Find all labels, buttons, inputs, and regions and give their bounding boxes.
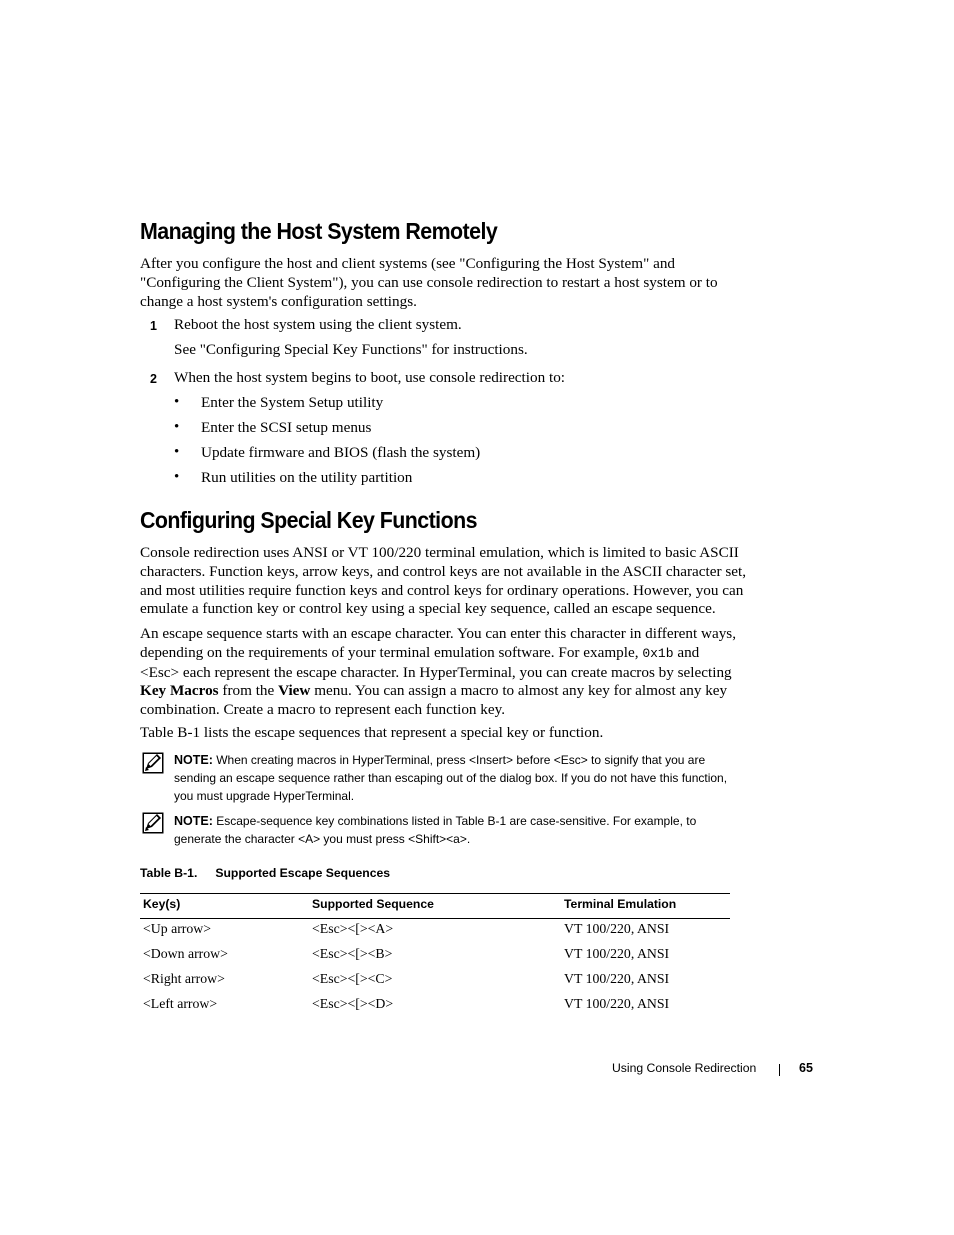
intro-line: "Configuring the Client System"), you can use console redirection to restart a host system or to [140,273,718,291]
table-header-sequence: Supported Sequence [312,897,434,911]
table-cell: VT 100/220, ANSI [564,921,670,936]
step-text: When the host system begins to boot, use console redirection to: [174,369,566,386]
table-cell: <Esc><[><A> [312,921,394,936]
table-cell: <Left arrow> [143,996,218,1011]
step-number: 1 [150,319,157,333]
paragraph-line: An escape sequence starts with an escape character. You can enter this character in different ways, [140,625,736,642]
table-header-emulation: Terminal Emulation [564,897,677,911]
note-box [174,752,764,805]
inline-code: 0x1b [642,645,674,661]
text-run: depending on the requirements of your terminal emulation software. For example, [140,643,643,661]
intro-line: change a host system's configuration settings. [140,292,417,310]
text-run: and [673,643,700,661]
section-heading-managing-host: Managing the Host System Remotely [140,218,498,244]
intro-paragraph [140,255,760,311]
bullet-marker: • [174,444,180,460]
table-caption-title: Supported Escape Sequences [215,866,391,880]
paragraph-line: combination. Create a macro to represent each function key. [140,701,506,719]
table-cell: <Down arrow> [143,946,228,961]
text-run: from the [218,682,279,700]
paragraph-line [140,644,760,664]
footer-chapter-title: Using Console Redirection [612,1061,757,1075]
table-cell: <Esc><[><D> [312,996,394,1011]
paragraph-line: Console redirection uses ANSI or VT 100/220 terminal emulation, which is limited to basic ASCII [140,544,739,561]
note-line: generate the character <A> you must press <Shift><a>. [174,831,471,846]
table-header-rule [140,918,730,919]
table-cell: <Up arrow> [143,921,212,936]
bullet-item: Run utilities on the utility partition [201,469,413,486]
page-number: 65 [799,1061,813,1075]
footer-divider [779,1064,780,1076]
paragraph-line: emulate a function key or control key using a special key sequence, called an escape sequence. [140,600,716,618]
step-number: 2 [150,372,157,386]
note-line: sending an escape sequence rather than escaping out of the dialog box. If you do not have this function, [174,770,728,785]
note-label: NOTE: [174,753,213,767]
table-cell: <Esc><[><C> [312,971,393,986]
note-box [174,813,764,849]
paragraph-line: and most utilities require function keys and control keys for ordinary operations. However, you can [140,581,744,599]
paragraph-line [140,682,760,701]
note-pencil-icon [142,812,164,834]
note-line: you must upgrade HyperTerminal. [174,788,355,803]
console-redirection-paragraph [140,544,760,619]
escape-sequence-paragraph [140,625,760,720]
bullet-item: Update firmware and BIOS (flash the system) [201,444,481,461]
note-line [174,813,764,831]
step-text: Reboot the host system using the client system. [174,316,462,333]
table-cell: VT 100/220, ANSI [564,946,670,961]
note-pencil-icon [142,752,164,774]
bullet-marker: • [174,394,180,410]
step-subtext: See "Configuring Special Key Functions" for instructions. [174,341,528,358]
table-cell: VT 100/220, ANSI [564,996,670,1011]
bullet-marker: • [174,419,180,435]
table-caption-label: Table B-1. [140,866,198,880]
bullet-item: Enter the SCSI setup menus [201,419,372,436]
paragraph-line: characters. Function keys, arrow keys, and control keys are not available in the ASCII character set, [140,562,747,580]
note-text: Escape-sequence key combinations listed in Table B-1 are case-sensitive. For example, to [212,814,697,828]
table-cell: <Right arrow> [143,971,225,986]
menu-name-key-macros: Key Macros [140,682,219,700]
paragraph-line: <Esc> each represent the escape character. In HyperTerminal, you can create macros by selecting [140,663,732,681]
note-line [174,752,764,770]
bullet-item: Enter the System Setup utility [201,394,384,411]
table-header-keys: Key(s) [143,897,181,911]
bullet-marker: • [174,469,180,485]
section-heading-special-keys: Configuring Special Key Functions [140,507,477,533]
table-caption [140,866,390,880]
table-cell: <Esc><[><B> [312,946,393,961]
text-run: menu. You can assign a macro to almost any key for almost any key [310,682,728,700]
table-top-rule [140,893,730,894]
table-intro-paragraph: Table B-1 lists the escape sequences that represent a special key or function. [140,724,604,741]
menu-name-view: View [278,682,311,700]
note-label: NOTE: [174,814,213,828]
intro-line: After you configure the host and client systems (see "Configuring the Host System" and [140,255,676,272]
table-cell: VT 100/220, ANSI [564,971,670,986]
note-text: When creating macros in HyperTerminal, press <Insert> before <Esc> to signify that you are [212,753,706,767]
